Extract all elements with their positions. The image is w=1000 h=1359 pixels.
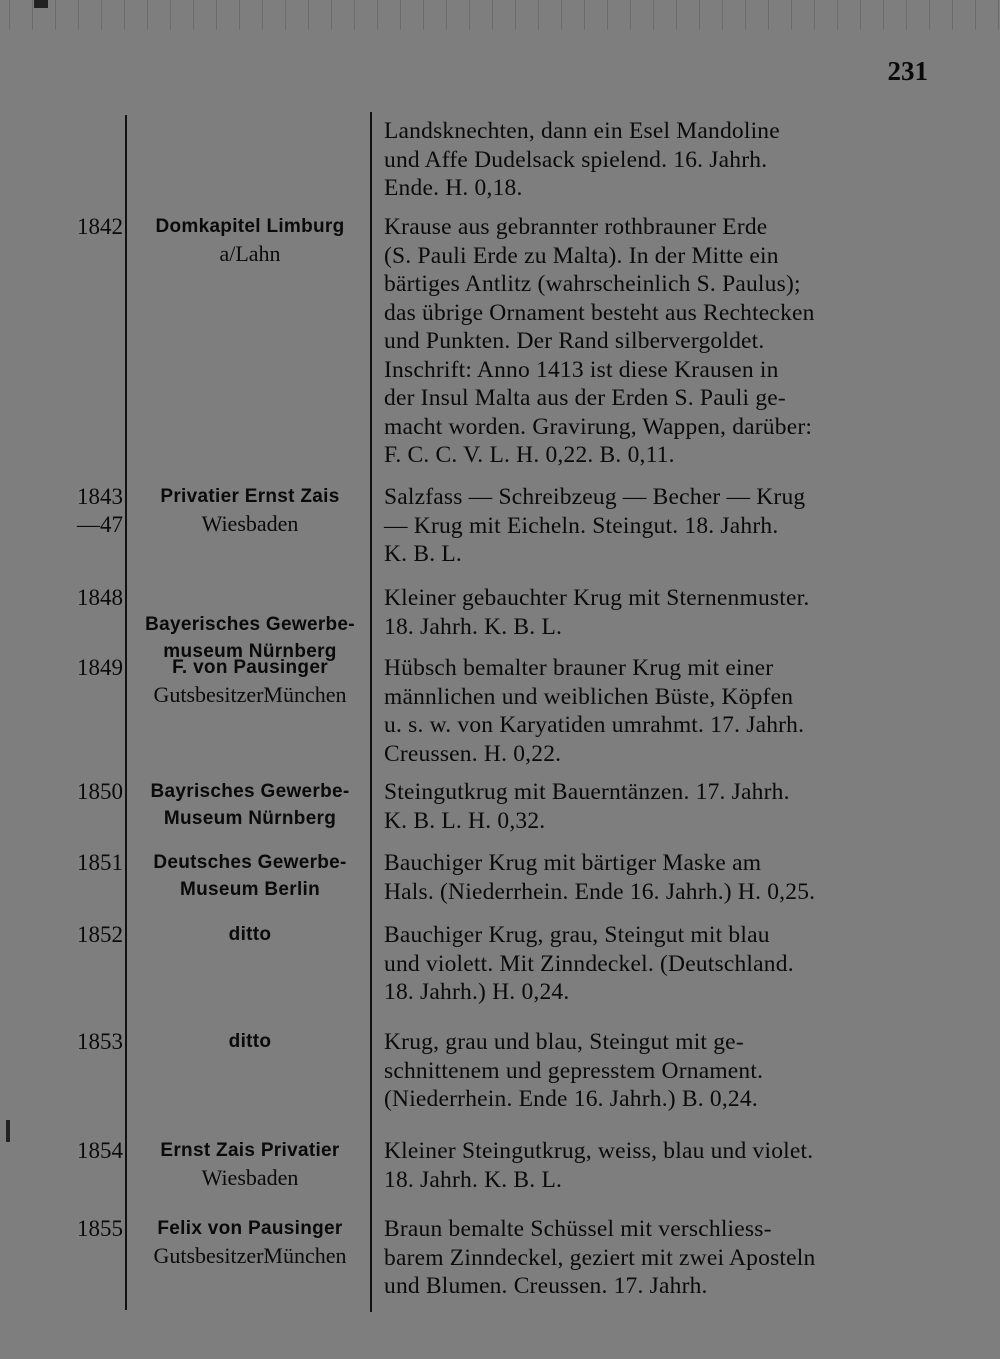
entry-owner: [130, 778, 370, 832]
owner-place: Wiesbaden: [201, 1165, 299, 1190]
scan-speck: [34, 0, 48, 8]
owner-name: F. von Pausinger: [172, 657, 328, 678]
owner-name: Privatier Ernst Zais: [160, 486, 340, 507]
entry-owner: [130, 1215, 370, 1269]
owner-name: ditto: [228, 1031, 272, 1052]
column-rule-right: [370, 112, 372, 1312]
owner-name: Domkapitel Limburg: [155, 216, 345, 237]
owner-place: GutsbesitzerMünchen: [153, 1243, 347, 1268]
entry-owner: [130, 1137, 370, 1191]
owner-place: a/Lahn: [219, 241, 281, 266]
entry-description: Krause aus gebrannter rothbrauner Erde (S. Pauli Erde zu Malta). In der Mitte ein bärtiges Antlitz (wahrscheinlich S. Paulus); das übrige Ornament besteht aus Rechtecken und Punkten. Der Rand silbervergoldet. Inschrift: Anno 1413 ist diese Krausen in der Insul Malta aus der Erden S. Pauli ge- macht worden. Gravirung, Wappen, darüber: F. C. C. V. L. H. 0,22. B. 0,11.: [384, 214, 815, 468]
owner-place: GutsbesitzerMünchen: [153, 682, 347, 707]
owner-name: Deutsches Gewerbe- Museum Berlin: [153, 852, 347, 900]
entry-description: Kleiner gebauchter Krug mit Sternenmuster. 18. Jahrh. K. B. L.: [384, 585, 810, 640]
entry-number: 1848: [77, 585, 123, 610]
column-rule-left: [125, 115, 127, 1310]
entry-number: 1842: [77, 214, 123, 239]
entry-owner: [130, 654, 370, 708]
entry-owner: [130, 849, 370, 903]
entry-owner: [130, 1028, 370, 1055]
owner-name: Bayerisches Gewerbe- museum Nürnberg: [145, 614, 355, 662]
entry-number: 1850: [77, 779, 123, 804]
owner-name: Bayrisches Gewerbe- Museum Nürnberg: [150, 781, 350, 829]
entry-number: 1855: [77, 1216, 123, 1241]
entry-description: Bauchiger Krug, grau, Steingut mit blau und violett. Mit Zinndeckel. (Deutschland. 18. Jahrh.) H. 0,24.: [384, 922, 794, 1005]
scan-speck: [6, 1120, 10, 1142]
entry-description: Kleiner Steingutkrug, weiss, blau und violet. 18. Jahrh. K. B. L.: [384, 1138, 814, 1193]
entry-number: 1852: [77, 922, 123, 947]
entry-number: 1851: [77, 850, 123, 875]
entry-description: Hübsch bemalter brauner Krug mit einer männlichen und weiblichen Büste, Köpfen u. s. w. von Karyatiden umrahmt. 17. Jahrh. Creussen. H. 0,22.: [384, 655, 805, 767]
entry-description: Landsknechten, dann ein Esel Mandoline und Affe Dudelsack spielend. 16. Jahrh. Ende. H. 0,18.: [384, 118, 780, 201]
entry-description: Braun bemalte Schüssel mit verschliess- barem Zinndeckel, geziert mit zwei Aposteln und Blumen. Creussen. 17. Jahrh.: [384, 1216, 816, 1299]
scan-noise: [0, 0, 1000, 30]
entry-owner: [130, 213, 370, 267]
page-number: 231: [887, 56, 928, 86]
entry-description: Steingutkrug mit Bauerntänzen. 17. Jahrh. K. B. L. H. 0,32.: [384, 779, 790, 834]
entry-number: 1843 —47: [77, 484, 123, 537]
entry-description: Salzfass — Schreibzeug — Becher — Krug — Krug mit Eicheln. Steingut. 18. Jahrh. K. B. L.: [384, 484, 806, 567]
entry-owner: [130, 921, 370, 948]
entry-number: 1853: [77, 1029, 123, 1054]
owner-name: Ernst Zais Privatier: [160, 1140, 340, 1161]
entry-number: 1849: [77, 655, 123, 680]
entry-description: Krug, grau und blau, Steingut mit ge- schnittenem und gepresstem Ornament. (Niederrhein. Ende 16. Jahrh.) B. 0,24.: [384, 1029, 764, 1112]
owner-place: Wiesbaden: [201, 511, 299, 536]
entry-number: 1854: [77, 1138, 123, 1163]
owner-name: Felix von Pausinger: [157, 1218, 343, 1239]
entry-description: Bauchiger Krug mit bärtiger Maske am Hals. (Niederrhein. Ende 16. Jahrh.) H. 0,25.: [384, 850, 816, 905]
owner-name: ditto: [228, 924, 272, 945]
entry-owner: [130, 483, 370, 537]
